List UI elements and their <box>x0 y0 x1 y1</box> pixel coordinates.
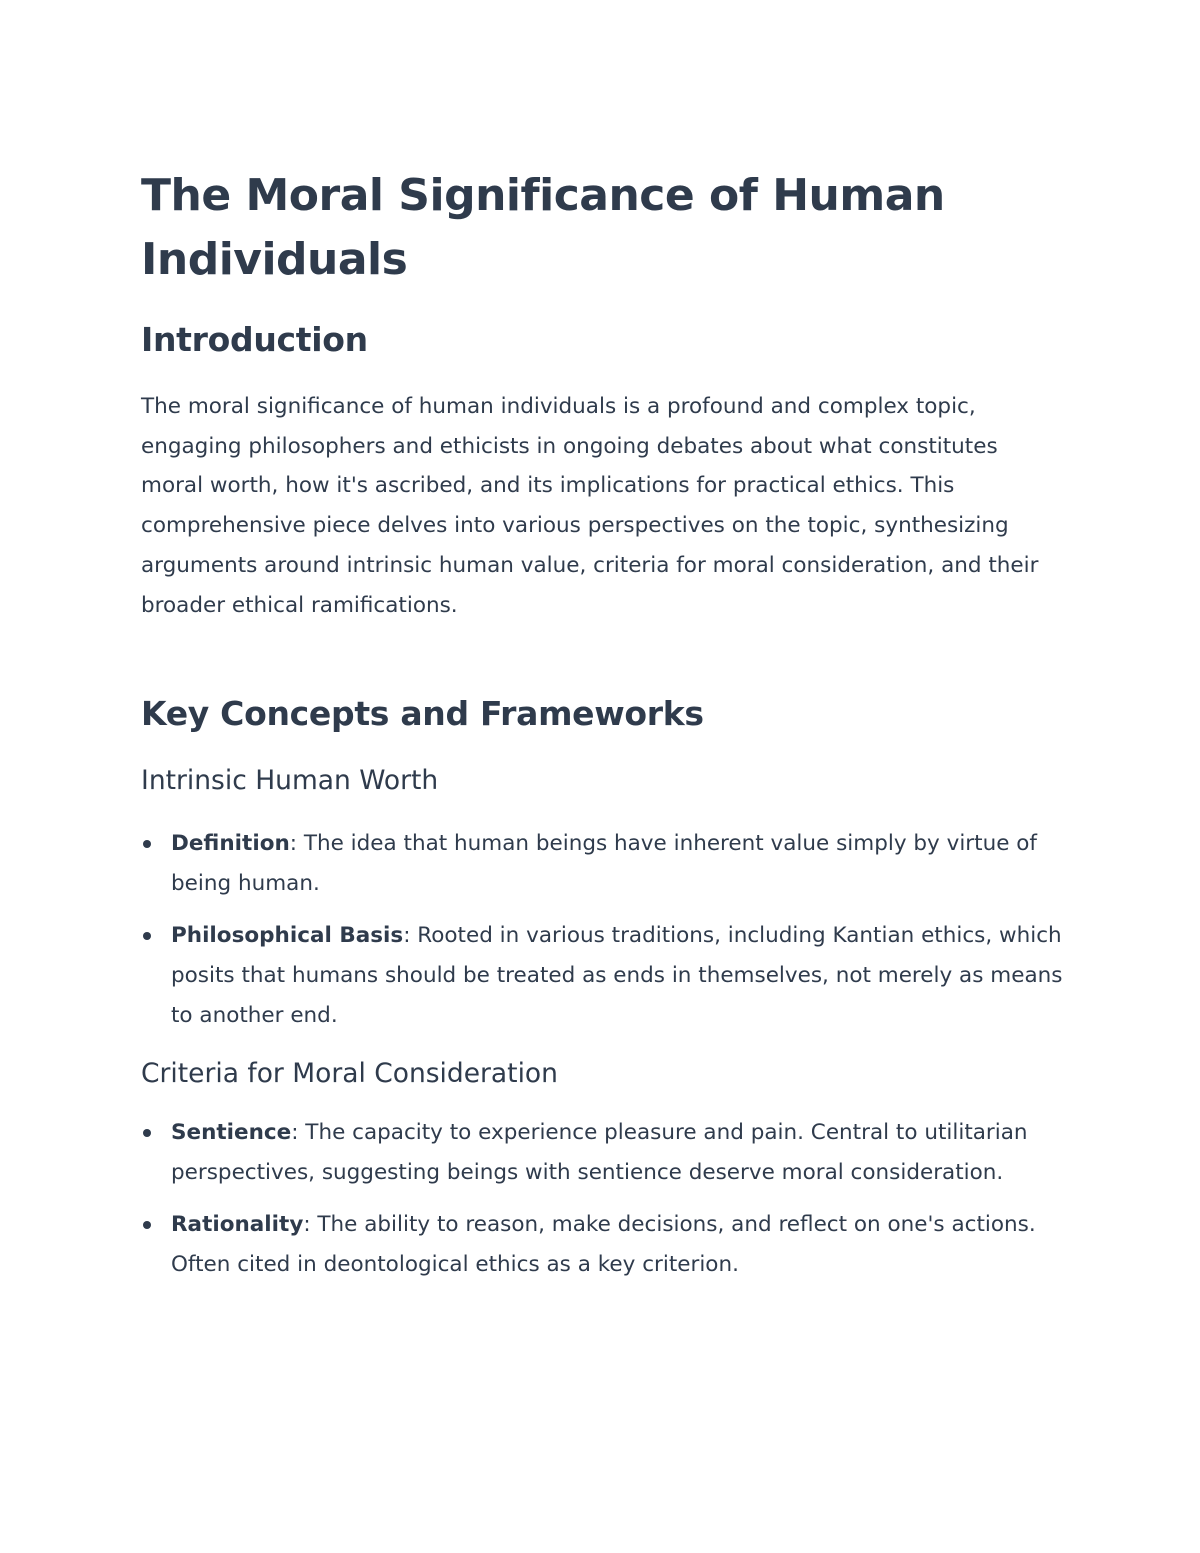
criteria-list <box>141 1113 1066 1298</box>
subsection-heading-intrinsic-worth: Intrinsic Human Worth <box>141 765 439 796</box>
list-item <box>141 824 1066 903</box>
list-item <box>141 1205 1066 1284</box>
section-heading-introduction: Introduction <box>141 320 368 359</box>
list-item-text: : The ability to reason, make decisions, and reflect on one's actions. Often cited in deontological ethics as a key criterion. <box>171 1212 1036 1278</box>
bullet-icon <box>143 1221 151 1229</box>
intrinsic-worth-list <box>141 824 1066 1049</box>
list-item-term: Rationality <box>171 1212 304 1238</box>
list-item-term: Sentience <box>171 1120 292 1145</box>
bullet-icon <box>143 1129 151 1137</box>
list-item-text: : Rooted in various traditions, including Kantian ethics, which posits that humans should be treated as ends in themselves, not merely as means to another end. <box>171 923 1063 1028</box>
section-heading-key-concepts: Key Concepts and Frameworks <box>141 694 704 733</box>
list-item-text: : The idea that human beings have inherent value simply by virtue of being human. <box>171 831 1037 896</box>
list-item-term: Definition <box>171 831 290 856</box>
list-item-text: : The capacity to experience pleasure and pain. Central to utilitarian perspectives, suggesting beings with sentience deserve moral consideration. <box>171 1120 1028 1185</box>
list-item <box>141 916 1066 1035</box>
list-item-term: Philosophical Basis <box>171 923 404 949</box>
bullet-icon <box>143 840 151 848</box>
document-title: The Moral Significance of Human Individuals <box>141 170 945 285</box>
list-item <box>141 1113 1066 1192</box>
introduction-paragraph: The moral significance of human individuals is a profound and complex topic, engaging philosophers and ethicists in ongoing debates about what constitutes moral worth, how it's ascribed, and its implications for practical ethics. This comprehensive piece delves into various perspectives on the topic, synthesizing arguments around intrinsic human value, criteria for moral consideration, and their broader ethical ramifications. <box>141 394 1039 618</box>
subsection-heading-criteria: Criteria for Moral Consideration <box>141 1058 558 1089</box>
bullet-icon <box>143 932 151 940</box>
